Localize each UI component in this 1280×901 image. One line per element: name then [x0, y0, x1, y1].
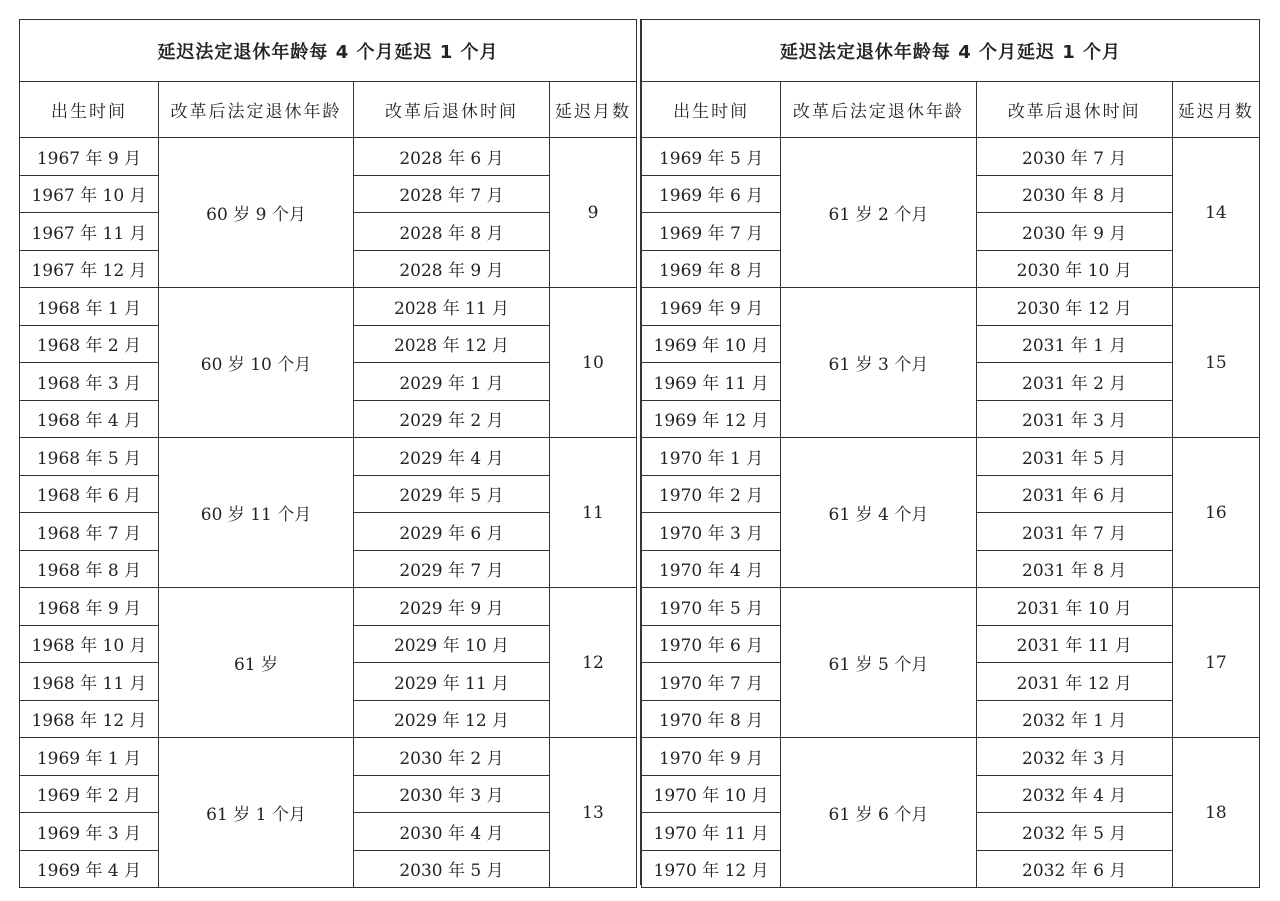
birth-date-cell: 1968 年 12 月 [20, 700, 159, 738]
retirement-time-cell: 2028 年 11 月 [354, 288, 550, 326]
retirement-time-cell: 2031 年 1 月 [976, 325, 1172, 363]
birth-date-cell: 1969 年 7 月 [642, 213, 781, 251]
retirement-time-cell: 2029 年 9 月 [354, 588, 550, 626]
birth-date-cell: 1968 年 6 月 [20, 475, 159, 513]
birth-date-cell: 1968 年 3 月 [20, 363, 159, 401]
retirement-time-cell: 2029 年 1 月 [354, 363, 550, 401]
birth-date-cell: 1969 年 9 月 [642, 288, 781, 326]
retirement-table-right [641, 19, 1260, 888]
birth-date-cell: 1969 年 10 月 [642, 325, 781, 363]
table-row [642, 738, 1260, 776]
retirement-age-cell: 60 岁 10 个月 [159, 288, 354, 438]
retirement-time-cell: 2030 年 2 月 [354, 738, 550, 776]
retirement-time-cell: 2030 年 7 月 [976, 138, 1172, 176]
table-row [642, 138, 1260, 176]
birth-date-cell: 1970 年 4 月 [642, 550, 781, 588]
retirement-time-cell: 2029 年 4 月 [354, 438, 550, 476]
birth-date-cell: 1970 年 12 月 [642, 850, 781, 888]
retirement-time-cell: 2029 年 12 月 [354, 700, 550, 738]
birth-date-cell: 1968 年 9 月 [20, 588, 159, 626]
retirement-time-cell: 2031 年 6 月 [976, 475, 1172, 513]
retirement-time-cell: 2029 年 6 月 [354, 513, 550, 551]
birth-date-cell: 1968 年 10 月 [20, 625, 159, 663]
retirement-age-cell: 61 岁 2 个月 [781, 138, 976, 288]
delay-months-cell: 16 [1172, 438, 1259, 588]
birth-date-cell: 1969 年 3 月 [20, 813, 159, 851]
retirement-time-cell: 2030 年 5 月 [354, 850, 550, 888]
retirement-time-cell: 2029 年 2 月 [354, 400, 550, 438]
birth-date-cell: 1968 年 5 月 [20, 438, 159, 476]
table-body [20, 138, 637, 888]
retirement-time-cell: 2032 年 3 月 [976, 738, 1172, 776]
retirement-time-cell: 2028 年 8 月 [354, 213, 550, 251]
table-body [642, 138, 1260, 888]
birth-date-cell: 1967 年 9 月 [20, 138, 159, 176]
delay-months-cell: 13 [550, 738, 637, 888]
birth-date-cell: 1969 年 11 月 [642, 363, 781, 401]
header-retirement-time: 改革后退休时间 [354, 82, 550, 138]
delay-months-cell: 10 [550, 288, 637, 438]
birth-date-cell: 1968 年 1 月 [20, 288, 159, 326]
birth-date-cell: 1970 年 10 月 [642, 775, 781, 813]
table-title: 延迟法定退休年龄每 4 个月延迟 1 个月 [642, 20, 1260, 82]
birth-date-cell: 1970 年 3 月 [642, 513, 781, 551]
birth-date-cell: 1968 年 11 月 [20, 663, 159, 701]
table-title: 延迟法定退休年龄每 4 个月延迟 1 个月 [20, 20, 637, 82]
delay-months-cell: 14 [1172, 138, 1259, 288]
birth-date-cell: 1970 年 2 月 [642, 475, 781, 513]
birth-date-cell: 1969 年 4 月 [20, 850, 159, 888]
birth-date-cell: 1970 年 9 月 [642, 738, 781, 776]
birth-date-cell: 1969 年 2 月 [20, 775, 159, 813]
retirement-time-cell: 2031 年 3 月 [976, 400, 1172, 438]
retirement-time-cell: 2031 年 2 月 [976, 363, 1172, 401]
birth-date-cell: 1969 年 12 月 [642, 400, 781, 438]
table-row [20, 588, 637, 626]
retirement-time-cell: 2030 年 12 月 [976, 288, 1172, 326]
retirement-time-cell: 2028 年 9 月 [354, 250, 550, 288]
retirement-time-cell: 2029 年 11 月 [354, 663, 550, 701]
table-row [642, 288, 1260, 326]
birth-date-cell: 1969 年 8 月 [642, 250, 781, 288]
retirement-time-cell: 2031 年 10 月 [976, 588, 1172, 626]
retirement-age-cell: 61 岁 6 个月 [781, 738, 976, 888]
birth-date-cell: 1970 年 5 月 [642, 588, 781, 626]
retirement-time-cell: 2030 年 8 月 [976, 175, 1172, 213]
retirement-age-cell: 61 岁 3 个月 [781, 288, 976, 438]
retirement-time-cell: 2029 年 7 月 [354, 550, 550, 588]
retirement-age-cell: 61 岁 1 个月 [159, 738, 354, 888]
birth-date-cell: 1970 年 11 月 [642, 813, 781, 851]
delay-months-cell: 11 [550, 438, 637, 588]
birth-date-cell: 1969 年 6 月 [642, 175, 781, 213]
retirement-time-cell: 2028 年 6 月 [354, 138, 550, 176]
table-row [642, 438, 1260, 476]
header-retirement-time: 改革后退休时间 [976, 82, 1172, 138]
retirement-table-page [19, 19, 1260, 885]
retirement-time-cell: 2032 年 1 月 [976, 700, 1172, 738]
retirement-time-cell: 2031 年 11 月 [976, 625, 1172, 663]
table-row [20, 438, 637, 476]
retirement-time-cell: 2030 年 3 月 [354, 775, 550, 813]
retirement-time-cell: 2032 年 4 月 [976, 775, 1172, 813]
retirement-time-cell: 2031 年 12 月 [976, 663, 1172, 701]
retirement-time-cell: 2032 年 6 月 [976, 850, 1172, 888]
delay-months-cell: 18 [1172, 738, 1259, 888]
retirement-time-cell: 2029 年 5 月 [354, 475, 550, 513]
birth-date-cell: 1967 年 10 月 [20, 175, 159, 213]
table-row [20, 288, 637, 326]
birth-date-cell: 1970 年 8 月 [642, 700, 781, 738]
retirement-age-cell: 60 岁 11 个月 [159, 438, 354, 588]
retirement-age-cell: 61 岁 5 个月 [781, 588, 976, 738]
table-row [642, 588, 1260, 626]
retirement-time-cell: 2031 年 5 月 [976, 438, 1172, 476]
delay-months-cell: 9 [550, 138, 637, 288]
birth-date-cell: 1969 年 1 月 [20, 738, 159, 776]
retirement-time-cell: 2029 年 10 月 [354, 625, 550, 663]
delay-months-cell: 12 [550, 588, 637, 738]
retirement-table-left [19, 19, 637, 888]
retirement-time-cell: 2028 年 12 月 [354, 325, 550, 363]
retirement-age-cell: 60 岁 9 个月 [159, 138, 354, 288]
birth-date-cell: 1969 年 5 月 [642, 138, 781, 176]
table-row [20, 138, 637, 176]
retirement-time-cell: 2032 年 5 月 [976, 813, 1172, 851]
header-birth-date: 出生时间 [642, 82, 781, 138]
retirement-time-cell: 2030 年 10 月 [976, 250, 1172, 288]
birth-date-cell: 1967 年 12 月 [20, 250, 159, 288]
birth-date-cell: 1968 年 7 月 [20, 513, 159, 551]
left-table-container [19, 19, 636, 885]
delay-months-cell: 15 [1172, 288, 1259, 438]
birth-date-cell: 1968 年 4 月 [20, 400, 159, 438]
retirement-time-cell: 2031 年 7 月 [976, 513, 1172, 551]
retirement-age-cell: 61 岁 [159, 588, 354, 738]
birth-date-cell: 1968 年 2 月 [20, 325, 159, 363]
retirement-time-cell: 2030 年 9 月 [976, 213, 1172, 251]
birth-date-cell: 1967 年 11 月 [20, 213, 159, 251]
header-delay-months: 延迟月数 [1172, 82, 1259, 138]
retirement-age-cell: 61 岁 4 个月 [781, 438, 976, 588]
birth-date-cell: 1970 年 1 月 [642, 438, 781, 476]
header-birth-date: 出生时间 [20, 82, 159, 138]
retirement-time-cell: 2031 年 8 月 [976, 550, 1172, 588]
header-retirement-age: 改革后法定退休年龄 [159, 82, 354, 138]
header-retirement-age: 改革后法定退休年龄 [781, 82, 976, 138]
retirement-time-cell: 2028 年 7 月 [354, 175, 550, 213]
delay-months-cell: 17 [1172, 588, 1259, 738]
birth-date-cell: 1970 年 7 月 [642, 663, 781, 701]
retirement-time-cell: 2030 年 4 月 [354, 813, 550, 851]
header-delay-months: 延迟月数 [550, 82, 637, 138]
birth-date-cell: 1970 年 6 月 [642, 625, 781, 663]
birth-date-cell: 1968 年 8 月 [20, 550, 159, 588]
table-row [20, 738, 637, 776]
right-table-container [641, 19, 1260, 885]
